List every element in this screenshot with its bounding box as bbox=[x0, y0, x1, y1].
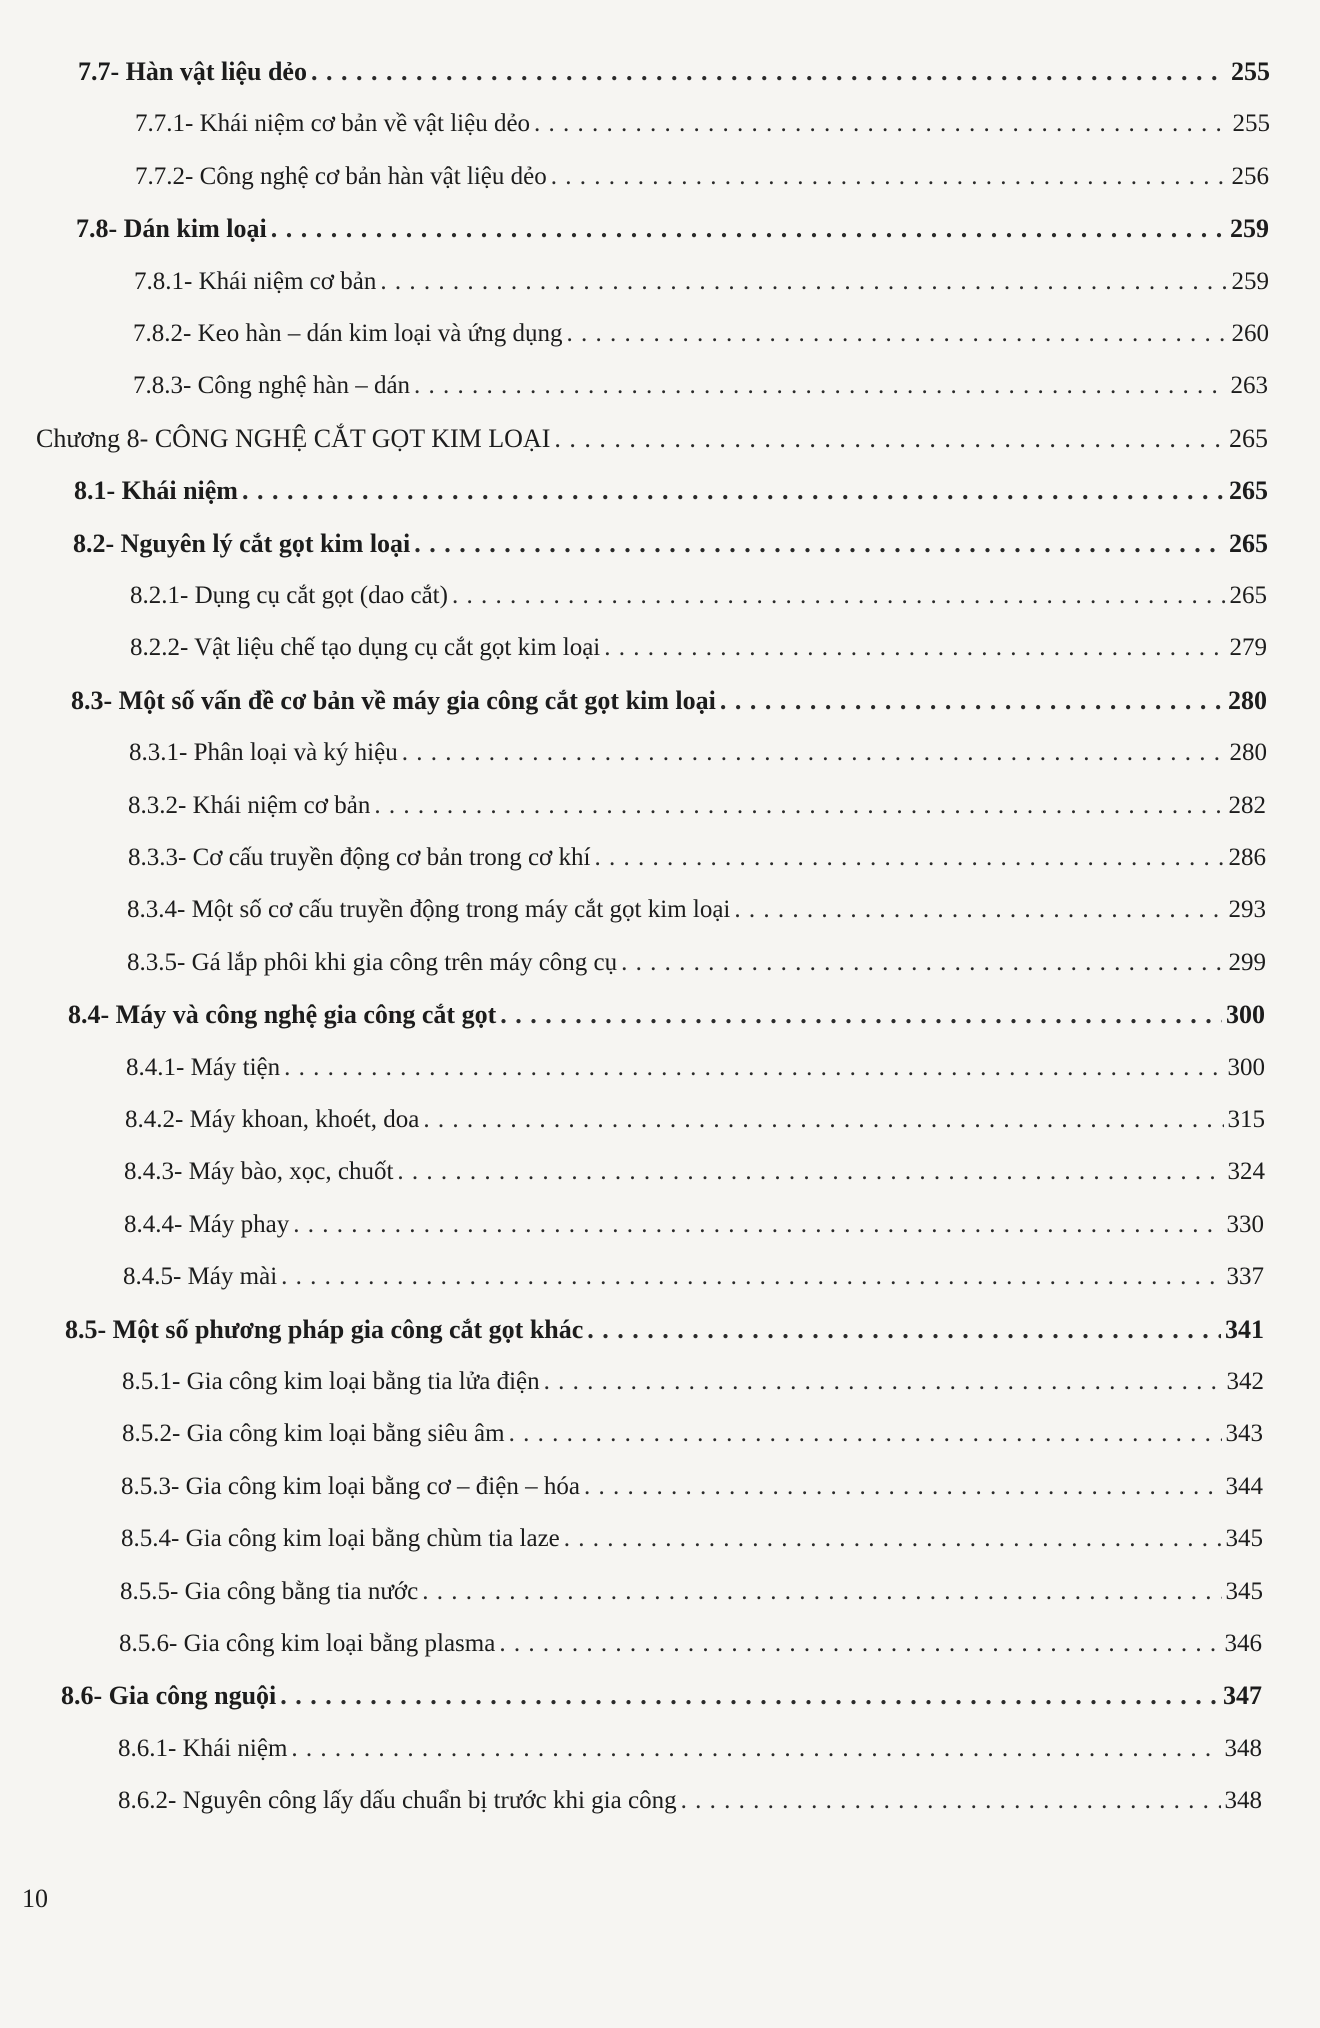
toc-entry bbox=[118, 1729, 1262, 1769]
dot-leader bbox=[242, 471, 1225, 511]
toc-entry-page: 293 bbox=[1228, 896, 1266, 923]
dot-leader bbox=[509, 1414, 1222, 1454]
dot-leader bbox=[374, 786, 1224, 826]
toc-entry bbox=[120, 1572, 1263, 1612]
dot-leader bbox=[422, 1572, 1221, 1612]
dot-leader bbox=[621, 943, 1224, 983]
toc-entry-title: 8.3- Một số vấn đề cơ bản về máy gia công cắt gọt kim loại bbox=[71, 686, 716, 715]
dot-leader bbox=[734, 890, 1224, 930]
toc-entry bbox=[128, 838, 1266, 878]
toc-entry-title: 8.6.2- Nguyên công lấy dấu chuẩn bị trước khi gia công bbox=[118, 1787, 677, 1814]
toc-entry-title: 8.4.5- Máy mài bbox=[123, 1263, 278, 1290]
toc-entry-page: 265 bbox=[1229, 476, 1268, 505]
toc-entry-title: 8.5.6- Gia công kim loại bằng plasma bbox=[119, 1630, 496, 1657]
toc-entry-page: 300 bbox=[1226, 1000, 1265, 1029]
toc-entry bbox=[130, 628, 1267, 668]
toc-entry-title: 8.4.2- Máy khoan, khoét, doa bbox=[125, 1106, 420, 1133]
toc-entry-title: 8.4.1- Máy tiện bbox=[126, 1054, 281, 1081]
dot-leader bbox=[500, 995, 1222, 1035]
toc-entry-title: 8.4.4- Máy phay bbox=[124, 1211, 290, 1238]
toc-entry-title: 8.3.5- Gá lắp phôi khi gia công trên máy công cụ bbox=[127, 949, 618, 976]
toc-entry bbox=[134, 262, 1269, 302]
toc-entry-page: 259 bbox=[1230, 214, 1269, 243]
toc-entry-page: 347 bbox=[1223, 1681, 1262, 1710]
toc-entry-page: 282 bbox=[1228, 792, 1266, 819]
toc-entry-title: 8.5.4- Gia công kim loại bằng chùm tia laze bbox=[121, 1525, 560, 1552]
toc-entry-page: 286 bbox=[1228, 844, 1266, 871]
toc-entry-title: 8.2- Nguyên lý cắt gọt kim loại bbox=[73, 529, 411, 558]
toc-entry-page: 341 bbox=[1225, 1315, 1264, 1344]
toc-entry-title: 8.5.1- Gia công kim loại bằng tia lửa điện bbox=[122, 1368, 540, 1395]
toc-entry bbox=[74, 471, 1268, 511]
toc-entry bbox=[119, 1624, 1262, 1664]
toc-entry bbox=[61, 1676, 1262, 1716]
toc-entry-title: 8.5.2- Gia công kim loại bằng siêu âm bbox=[122, 1420, 505, 1447]
dot-leader bbox=[604, 628, 1225, 668]
toc-entry bbox=[128, 786, 1266, 826]
dot-leader bbox=[554, 419, 1225, 459]
toc-entry-title: 8.2.1- Dụng cụ cắt gọt (dao cắt) bbox=[130, 582, 448, 609]
dot-leader bbox=[380, 262, 1227, 302]
toc-entry bbox=[127, 890, 1266, 930]
toc-entry-page: 330 bbox=[1226, 1211, 1264, 1238]
toc-entry bbox=[73, 524, 1268, 564]
toc-entry-page: 342 bbox=[1226, 1368, 1264, 1395]
toc-entry-title: 8.4- Máy và công nghệ gia công cắt gọt bbox=[68, 1000, 497, 1029]
toc-entry bbox=[123, 1257, 1264, 1297]
dot-leader bbox=[720, 681, 1224, 721]
dot-leader bbox=[534, 104, 1228, 144]
toc-entry bbox=[121, 1519, 1263, 1559]
toc-entry-page: 260 bbox=[1231, 320, 1269, 347]
toc-entry bbox=[124, 1205, 1264, 1245]
toc-entry-title: 8.4.3- Máy bào, xọc, chuốt bbox=[124, 1158, 394, 1185]
dot-leader bbox=[402, 733, 1226, 773]
dot-leader bbox=[681, 1781, 1221, 1821]
toc-entry-title: 8.5.5- Gia công bằng tia nước bbox=[120, 1578, 419, 1605]
toc-entry-page: 255 bbox=[1231, 57, 1270, 86]
toc-entry bbox=[125, 1100, 1265, 1140]
toc-entry-title: 7.7.2- Công nghệ cơ bản hàn vật liệu dẻo bbox=[135, 163, 547, 190]
toc-entry-title: 8.3.3- Cơ cấu truyền động cơ bản trong cơ khí bbox=[128, 844, 591, 871]
dot-leader bbox=[311, 52, 1227, 92]
dot-leader bbox=[280, 1676, 1219, 1716]
toc-entry bbox=[133, 314, 1269, 354]
toc-entry-page: 279 bbox=[1229, 634, 1267, 661]
toc-entry bbox=[122, 1414, 1263, 1454]
toc-entry-page: 345 bbox=[1225, 1578, 1263, 1605]
toc-entry-page: 265 bbox=[1229, 582, 1267, 609]
toc-entry-title: 8.2.2- Vật liệu chế tạo dụng cụ cắt gọt kim loại bbox=[130, 634, 601, 661]
toc-entry-page: 265 bbox=[1229, 529, 1268, 558]
dot-leader bbox=[293, 1205, 1222, 1245]
toc-entry-page: 343 bbox=[1225, 1420, 1263, 1447]
toc-entry-page: 346 bbox=[1224, 1630, 1262, 1657]
toc-entry-title: 8.3.1- Phân loại và ký hiệu bbox=[129, 739, 398, 766]
toc-entry-page: 299 bbox=[1228, 949, 1266, 976]
toc-entry bbox=[135, 157, 1269, 197]
toc-entry bbox=[127, 943, 1266, 983]
toc-entry-title: 7.8.3- Công nghệ hàn – dán bbox=[133, 372, 411, 399]
toc-entry-title: 7.8.1- Khái niệm cơ bản bbox=[134, 268, 377, 295]
toc-entry bbox=[76, 209, 1269, 249]
dot-leader bbox=[414, 524, 1225, 564]
toc-entry bbox=[71, 681, 1267, 721]
dot-leader bbox=[452, 576, 1226, 616]
dot-leader bbox=[423, 1100, 1223, 1140]
dot-leader bbox=[551, 157, 1228, 197]
toc-entry bbox=[124, 1152, 1265, 1192]
toc-entry-page: 300 bbox=[1227, 1054, 1265, 1081]
toc-entry bbox=[78, 52, 1270, 92]
dot-leader bbox=[566, 314, 1227, 354]
dot-leader bbox=[271, 209, 1226, 249]
toc-entry bbox=[129, 733, 1267, 773]
toc-entry bbox=[121, 1467, 1263, 1507]
toc-entry-title: 8.3.4- Một số cơ cấu truyền động trong máy cắt gọt kim loại bbox=[127, 896, 731, 923]
dot-leader bbox=[584, 1467, 1222, 1507]
toc-entry-page: 344 bbox=[1225, 1473, 1263, 1500]
page-number: 10 bbox=[22, 1884, 48, 1913]
toc-entry-title: 7.8- Dán kim loại bbox=[76, 214, 267, 243]
toc-entry-title: 8.5.3- Gia công kim loại bằng cơ – điện – hóa bbox=[121, 1473, 580, 1500]
toc-entry-title: 8.6.1- Khái niệm bbox=[118, 1735, 288, 1762]
dot-leader bbox=[414, 366, 1226, 406]
toc-entry-page: 337 bbox=[1226, 1263, 1264, 1290]
toc-entry bbox=[122, 1362, 1264, 1402]
dot-leader bbox=[397, 1152, 1223, 1192]
toc-entry-page: 280 bbox=[1229, 739, 1267, 766]
toc-entry bbox=[68, 995, 1265, 1035]
toc-entry-page: 348 bbox=[1224, 1787, 1262, 1814]
toc-entry-page: 256 bbox=[1231, 163, 1269, 190]
toc-entry-page: 255 bbox=[1232, 110, 1270, 137]
toc-entry-title: 8.3.2- Khái niệm cơ bản bbox=[128, 792, 371, 819]
dot-leader bbox=[291, 1729, 1220, 1769]
toc-entry-page: 265 bbox=[1229, 424, 1268, 453]
toc-entry bbox=[65, 1310, 1264, 1350]
toc-entry-title: 8.6- Gia công nguội bbox=[61, 1681, 277, 1710]
dot-leader bbox=[284, 1048, 1223, 1088]
dot-leader bbox=[587, 1310, 1221, 1350]
dot-leader bbox=[499, 1624, 1220, 1664]
toc-entry-title: 7.7.1- Khái niệm cơ bản về vật liệu dẻo bbox=[135, 110, 531, 137]
toc-entry-page: 259 bbox=[1231, 268, 1269, 295]
toc-entry-title: 8.1- Khái niệm bbox=[74, 476, 238, 505]
toc-entry-page: 263 bbox=[1230, 372, 1268, 399]
toc-entry-page: 315 bbox=[1227, 1106, 1265, 1133]
toc-entry bbox=[36, 419, 1268, 459]
toc-entry-page: 345 bbox=[1225, 1525, 1263, 1552]
toc-entry bbox=[133, 366, 1268, 406]
dot-leader bbox=[544, 1362, 1223, 1402]
toc-entry bbox=[126, 1048, 1265, 1088]
toc-entry-title: Chương 8- CÔNG NGHỆ CẮT GỌT KIM LOẠI bbox=[36, 424, 551, 453]
toc-entry-page: 348 bbox=[1224, 1735, 1262, 1762]
toc-entry-title: 8.5- Một số phương pháp gia công cắt gọt khác bbox=[65, 1315, 584, 1344]
toc-entry-page: 324 bbox=[1227, 1158, 1265, 1185]
dot-leader bbox=[564, 1519, 1222, 1559]
toc-entry-title: 7.7- Hàn vật liệu dẻo bbox=[78, 57, 307, 86]
dot-leader bbox=[594, 838, 1224, 878]
toc-entry-page: 280 bbox=[1228, 686, 1267, 715]
toc-entry bbox=[135, 104, 1270, 144]
dot-leader bbox=[281, 1257, 1222, 1297]
toc-entry-title: 7.8.2- Keo hàn – dán kim loại và ứng dụng bbox=[133, 320, 563, 347]
toc-entry bbox=[130, 576, 1267, 616]
toc-entry bbox=[118, 1781, 1262, 1821]
